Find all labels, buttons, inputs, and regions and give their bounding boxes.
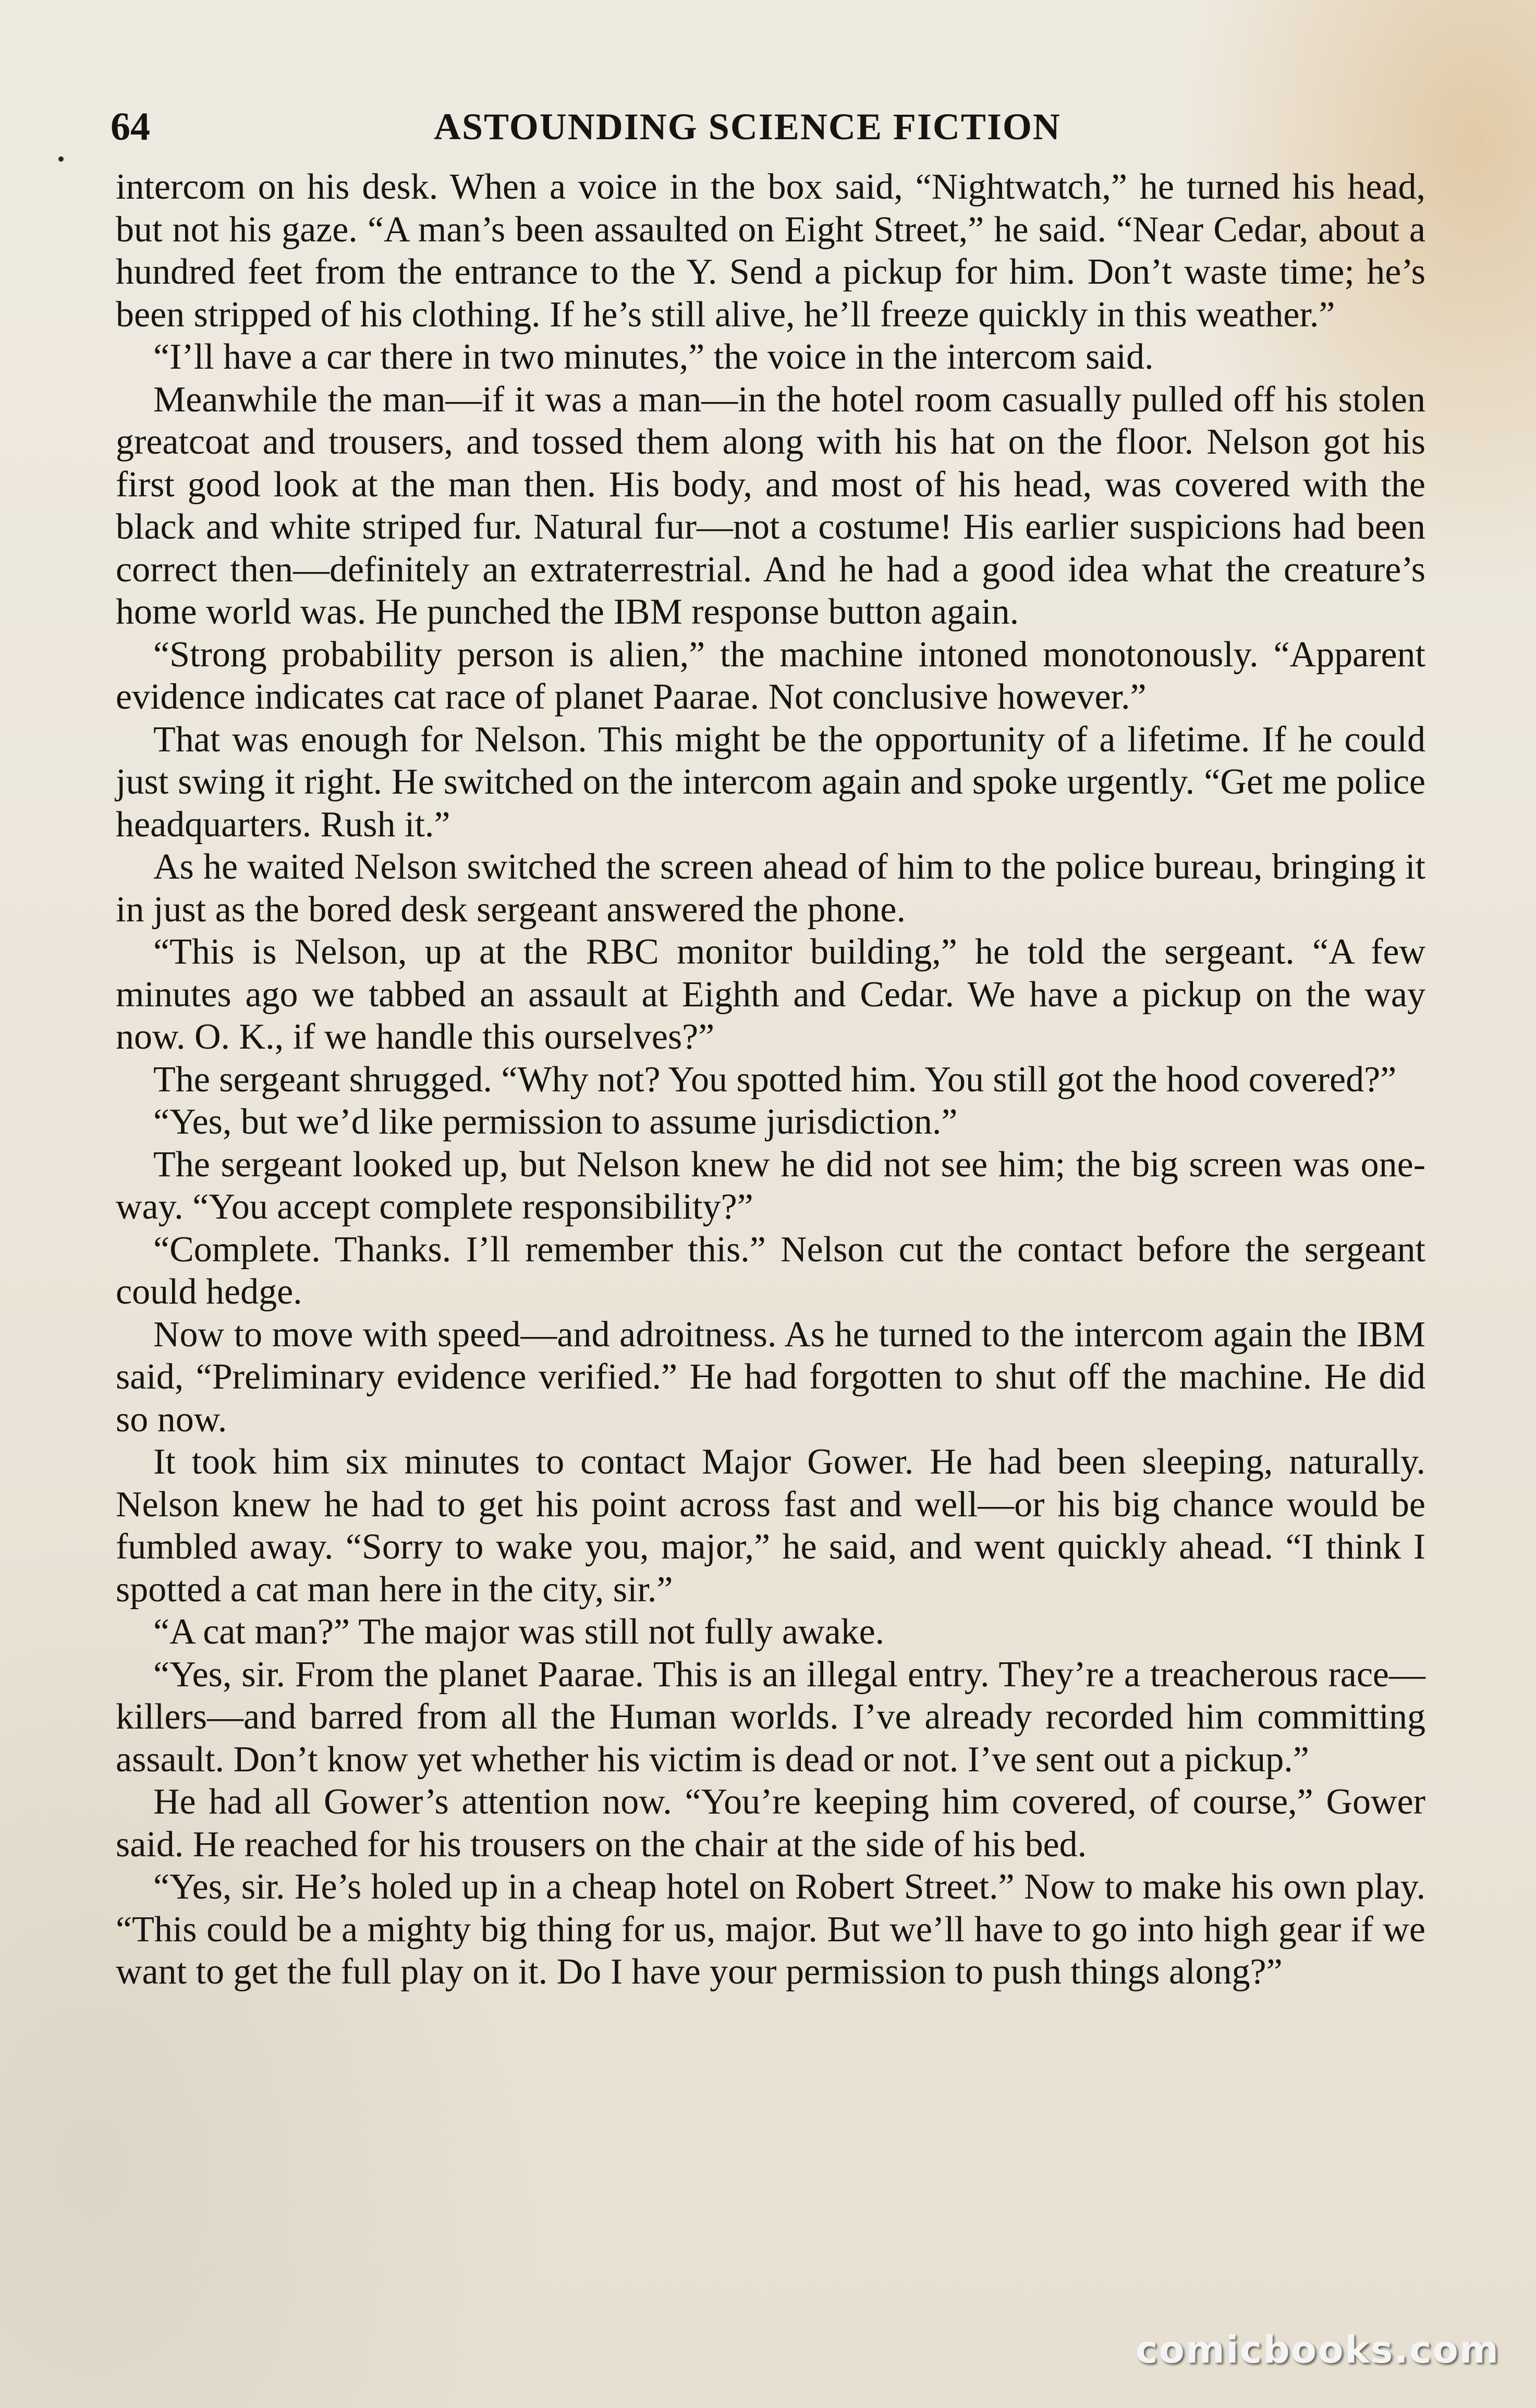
paragraph: intercom on his desk. When a voice in the box said, “Nightwatch,” he turned his head, but not his gaze. “A man’s been assaulted on Eight Street,” he said. “Near Cedar, about a hundred feet from the entrance to the Y. Send a pickup for him. Don’t waste time; he’s been stripped of his clothing. If he’s still alive, he’ll freeze quickly in this weather.”	[116, 167, 1425, 335]
paragraph: “Yes, sir. From the planet Paarae. This is an illegal entry. They’re a treacherous race—killers—and barred from all the Human worlds. I’ve already recorded him committing assault. Don’t know yet whether his victim is dead or not. I’ve sent out a pickup.”	[116, 1654, 1425, 1780]
paragraph: The sergeant shrugged. “Why not? You spotted him. You still got the hood covered?”	[153, 1059, 1397, 1100]
paragraph: It took him six minutes to contact Major Gower. He had been sleeping, naturally. Nelson knew he had to get his point across fast and well—or his big chance would be fumbled away. “Sorry to wake you, major,” he said, and went quickly ahead. “I think I spotted a cat man here in the city, sir.”	[116, 1442, 1425, 1610]
ink-dot	[58, 156, 64, 162]
body-text	[116, 166, 1425, 1993]
watermark: comicbooks.com	[1135, 2328, 1500, 2371]
paragraph: “I’ll have a car there in two minutes,” the voice in the intercom said.	[153, 337, 1154, 377]
running-head-title: ASTOUNDING SCIENCE FICTION	[434, 106, 1061, 148]
paragraph: That was enough for Nelson. This might be the opportunity of a lifetime. If he could just swing it right. He switched on the intercom again and spoke urgently. “Get me police headquarters. Rush it.”	[116, 719, 1425, 845]
paragraph: As he waited Nelson switched the screen ahead of him to the police bureau, bringing it in just as the bored desk sergeant answered the phone.	[116, 847, 1425, 930]
paragraph: “Yes, but we’d like permission to assume jurisdiction.”	[153, 1102, 958, 1142]
paragraph: Now to move with speed—and adroitness. As he turned to the intercom again the IBM said, “Preliminary evidence verified.” He had forgotten to shut off the machine. He did so now.	[116, 1314, 1425, 1440]
page-number: 64	[111, 105, 150, 149]
page-header	[111, 98, 1435, 155]
paragraph: “This is Nelson, up at the RBC monitor building,” he told the sergeant. “A few minutes ago we tabbed an assault at Eighth and Cedar. We have a pickup on the way now. O. K., if we handle this ourselves?”	[116, 932, 1425, 1057]
paragraph: “Strong probability person is alien,” the machine intoned monotonously. “Apparent evidence indicates cat race of planet Paarae. Not conclusive however.”	[116, 634, 1425, 717]
paragraph: “Complete. Thanks. I’ll remember this.” Nelson cut the contact before the sergeant could hedge.	[116, 1229, 1425, 1312]
paragraph: “Yes, sir. He’s holed up in a cheap hotel on Robert Street.” Now to make his own play. “This could be a mighty big thing for us, major. But we’ll have to go into high gear if we want to get the full play on it. Do I have your permission to push things along?”	[116, 1867, 1425, 1992]
paragraph: He had all Gower’s attention now. “You’re keeping him covered, of course,” Gower said. He reached for his trousers on the chair at the side of his bed.	[116, 1782, 1425, 1865]
paragraph: Meanwhile the man—if it was a man—in the hotel room casually pulled off his stolen greatcoat and trousers, and tossed them along with his hat on the floor. Nelson got his first good look at the man then. His body, and most of his head, was covered with the black and white striped fur. Natural fur—not a costume! His earlier suspicions had been correct then—definitely an extraterrestrial. And he had a good idea what the creature’s home world was. He punched the IBM response button again.	[116, 379, 1425, 632]
paragraph: The sergeant looked up, but Nelson knew he did not see him; the big screen was one-way. “You accept complete responsibility?”	[116, 1144, 1425, 1227]
paragraph: “A cat man?” The major was still not fully awake.	[153, 1612, 885, 1652]
